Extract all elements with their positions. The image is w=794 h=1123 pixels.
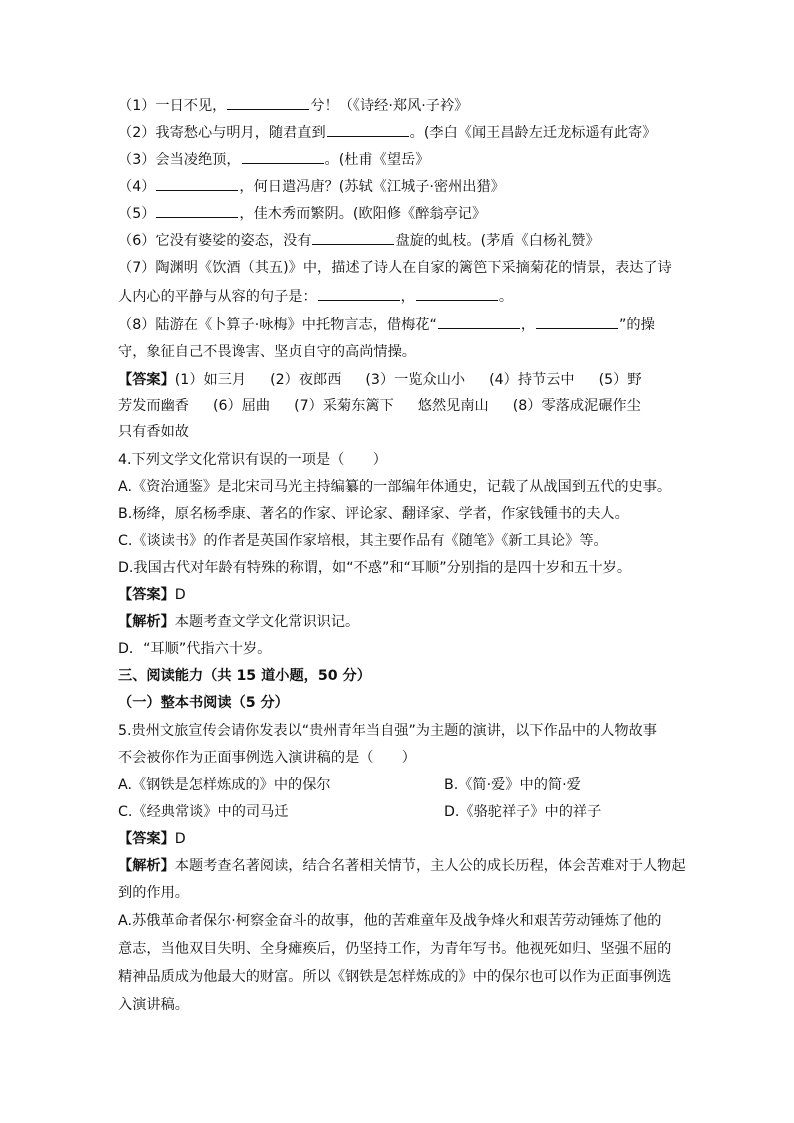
answer-value: D bbox=[174, 831, 186, 847]
q3-item-1-pre: （1）一日不见， bbox=[118, 98, 227, 114]
answer-value: D bbox=[174, 587, 186, 603]
answer-blank bbox=[536, 314, 618, 329]
section-title: 三、阅读能力（共 15 道小题，50 分） bbox=[118, 668, 371, 684]
q3-item-8-line-2: 守，象征自己不畏谗害、坚贞自守的高尚情操。 bbox=[118, 344, 416, 360]
answer-part: (3）一览众山小 bbox=[365, 372, 466, 388]
q3-item-7-pre: 人内心的平静与从容的句子是： bbox=[118, 289, 317, 305]
answer-part: 芳发而幽香 bbox=[118, 398, 189, 414]
q3-item-7-mid: ， bbox=[400, 289, 415, 305]
answer-blank bbox=[438, 314, 520, 329]
q5-option-c: C.《经典常谈》中的司马迁 bbox=[118, 804, 289, 820]
q5-analysis-a-line-4: 入演讲稿。 bbox=[118, 997, 189, 1013]
answer-blank bbox=[227, 95, 309, 110]
q5-answer bbox=[118, 829, 186, 849]
q3-item-5 bbox=[118, 203, 486, 224]
q3-item-3 bbox=[118, 149, 429, 170]
q3-answer-line-3: 只有香如故 bbox=[118, 424, 189, 440]
q5-analysis-a-line-2: 意志，当他双目失明、全身瘫痪后，仍坚持工作，为青年写书。他视死如归、坚强不屈的 bbox=[118, 941, 672, 957]
q3-answer-line-1 bbox=[118, 370, 642, 390]
q3-item-2 bbox=[118, 122, 656, 143]
q3-item-8-post: ”的操 bbox=[619, 317, 655, 333]
q4-option-c: C.《谈读书》的作者是英国作家培根，其主要作品有《随笔》《新工具论》等。 bbox=[118, 533, 608, 549]
q5-analysis-a-line-1: A.苏俄革命者保尔·柯察金奋斗的故事，他的苦难童年及战争烽火和艰苦劳动锤炼了他的 bbox=[118, 913, 662, 929]
q4-answer bbox=[118, 585, 186, 605]
q5-option-a: A.《钢铁是怎样炼成的》中的保尔 bbox=[118, 777, 331, 793]
q5-option-b: B.《简·爱》中的简·爱 bbox=[444, 777, 581, 793]
q4-option-a: A.《资治通鉴》是北宋司马光主持编纂的一部编年体通史，记载了从战国到五代的史事。 bbox=[118, 479, 672, 495]
answer-part: (6）屈曲 bbox=[212, 398, 271, 414]
answer-part: 悠然见南山 bbox=[417, 398, 489, 414]
q3-item-6-pre: （6）它没有婆娑的姿态，没有 bbox=[118, 233, 312, 249]
q3-item-1 bbox=[118, 95, 468, 116]
q3-item-1-post: 兮！（《诗经·郑风·子衿》 bbox=[310, 98, 469, 114]
q3-item-4-post: ，何日遣冯唐？(苏轼《江城子·密州出猎》 bbox=[239, 179, 505, 195]
answer-label: 【答案】 bbox=[118, 372, 175, 388]
answer-blank bbox=[156, 203, 238, 218]
q3-item-2-post: 。(李白《闻王昌龄左迁龙标遥有此寄》 bbox=[409, 125, 657, 141]
q3-item-5-post: ，佳木秀而繁阴。(欧阳修《醉翁亭记》 bbox=[239, 206, 487, 222]
q5-analysis-line-1 bbox=[118, 856, 686, 876]
q3-answer-line-2 bbox=[118, 396, 641, 416]
q3-item-7-line-2 bbox=[118, 286, 513, 307]
answer-blank bbox=[416, 286, 498, 301]
answer-part: (5）野 bbox=[598, 372, 642, 388]
q3-item-8-pre: （8）陆游在《卜算子·咏梅》中托物言志，借梅花“ bbox=[118, 317, 437, 333]
answer-part: (8）零落成泥碾作尘 bbox=[512, 398, 641, 414]
q3-item-3-post: 。(杜甫《望岳》 bbox=[324, 152, 430, 168]
q4-analysis-2: D．“耳顺”代指六十岁。 bbox=[118, 641, 272, 657]
q3-item-6-post: 盘旋的虬枝。(茅盾《白杨礼赞》 bbox=[395, 233, 600, 249]
q3-item-8-line-1 bbox=[118, 314, 655, 335]
q3-item-7-post: 。 bbox=[498, 289, 514, 305]
q3-item-6 bbox=[118, 230, 600, 251]
q3-item-5-pre: （5） bbox=[118, 206, 156, 222]
answer-blank bbox=[156, 176, 238, 191]
q3-item-7-line-1: （7）陶渊明《饮酒（其五)》中，描述了诗人在自家的篱笆下采摘菊花的情景，表达了诗 bbox=[118, 260, 672, 276]
q5-analysis-a-line-3: 精神品质成为他最大的财富。所以《钢铁是怎样炼成的》中的保尔也可以作为正面事例选 bbox=[118, 969, 672, 985]
answer-blank bbox=[318, 286, 400, 301]
q4-option-d: D.我国古代对年龄有特殊的称谓，如“不惑”和“耳顺”分别指的是四十岁和五十岁。 bbox=[118, 560, 632, 576]
q4-stem: 4.下列文学文化常识有误的一项是（ ） bbox=[118, 452, 387, 468]
subsection-title: （一）整本书阅读（5 分） bbox=[118, 695, 289, 711]
q3-item-4-pre: （4） bbox=[118, 179, 156, 195]
q5-option-d: D.《骆驼祥子》中的祥子 bbox=[444, 804, 602, 820]
analysis-label: 【解析】 bbox=[118, 858, 175, 874]
analysis-text: 本题考查文学文化常识识记。 bbox=[174, 614, 360, 630]
q3-item-4 bbox=[118, 176, 505, 197]
answer-blank bbox=[327, 122, 409, 137]
q4-option-b: B.杨绛，原名杨季康、著名的作家、评论家、翻译家、学者，作家钱锺书的夫人。 bbox=[118, 506, 629, 522]
analysis-label: 【解析】 bbox=[118, 614, 175, 630]
q5-stem-line-2: 不会被你作为正面事例选入演讲稿的是（ ） bbox=[118, 750, 416, 766]
q3-item-8-mid: ， bbox=[520, 317, 536, 333]
answer-blank bbox=[242, 149, 324, 164]
answer-label: 【答案】 bbox=[118, 587, 175, 603]
q5-stem-line-1: 5.贵州文旅宣传会请你发表以“贵州青年当自强”为主题的演讲，以下作品中的人物故事 bbox=[118, 723, 657, 739]
answer-part: (2）夜郎西 bbox=[270, 372, 342, 388]
q3-item-2-pre: （2）我寄愁心与明月，随君直到 bbox=[118, 125, 326, 141]
answer-part: (1）如三月 bbox=[174, 372, 247, 388]
answer-part: (4）持节云中 bbox=[489, 372, 575, 388]
answer-part: (7）采菊东篱下 bbox=[294, 398, 394, 414]
answer-label: 【答案】 bbox=[118, 831, 175, 847]
q5-analysis-line-2: 到的作用。 bbox=[118, 885, 189, 901]
answer-blank bbox=[312, 230, 394, 245]
q3-item-3-pre: （3）会当凌绝顶， bbox=[118, 152, 241, 168]
analysis-text: 本题考查名著阅读，结合名著相关情节，主人公的成长历程，体会苦难对于人物起 bbox=[174, 858, 686, 874]
q4-analysis bbox=[118, 612, 359, 632]
